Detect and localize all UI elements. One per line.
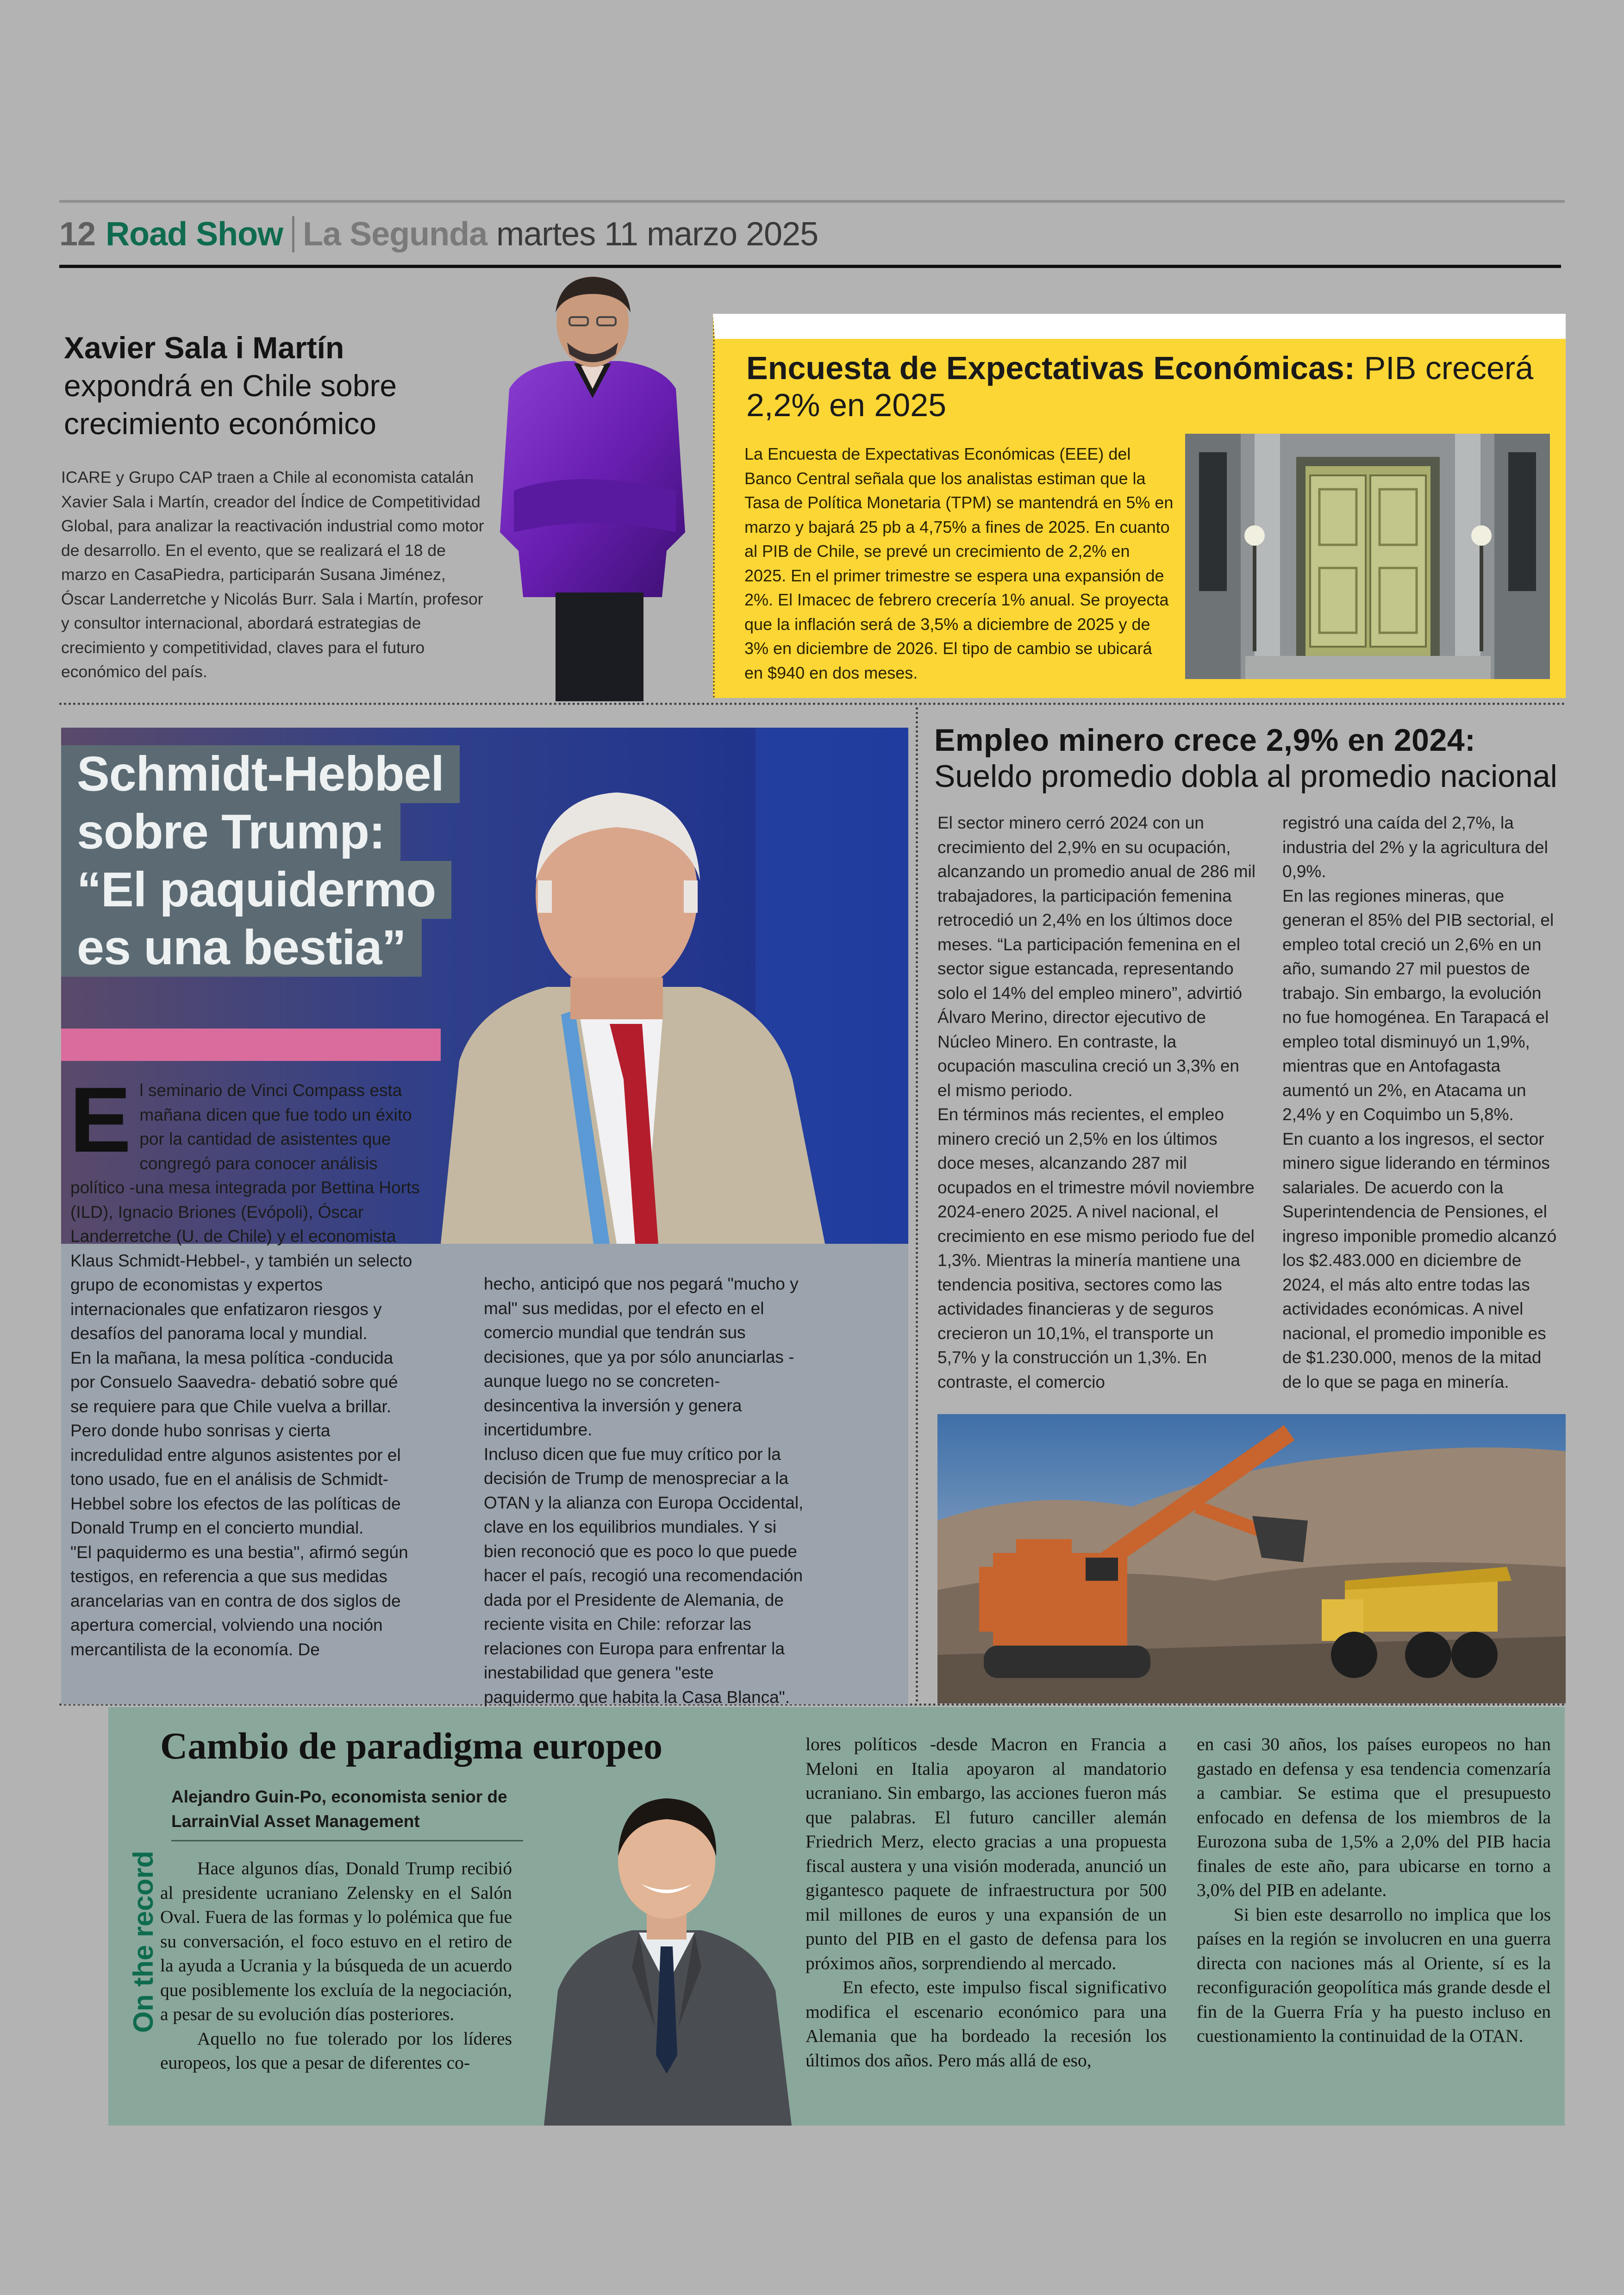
empleo-col2-p1: registró una caída del 2,7%, la industria del 2% y la agricultura del 0,9%.: [1282, 813, 1548, 881]
cambio-col2-p2: En efecto, este impulso fiscal significativo modifica el escenario económico para una Alemania que ha bordeado la recesión los últimos dos años. Pero más allá de eso,: [806, 1977, 1167, 2070]
cambio-body-column-2: [806, 1732, 1167, 2072]
xavier-headline-rest: expondrá en Chile sobre crecimiento económico: [64, 368, 397, 441]
column-divider-vertical: [916, 707, 918, 1703]
empleo-col2-p3: En cuanto a los ingresos, el sector minero sigue liderando en términos salariales. De acuerdo con la Superintendencia de Pensiones, el ingreso imponible promedio alcanzó los $2.483.000 en diciembre de 2024, el más alto entre todas las actividades económicas. A nivel nacional, el promedio imponible es de $1.230.000, menos de la mitad de lo que se paga en minería.: [1282, 1129, 1557, 1391]
cambio-col1-p2: Aquello no fue tolerado por los líderes europeos, los que a pesar de diferentes co-: [160, 2028, 512, 2073]
empleo-body-column-1: [937, 811, 1257, 1394]
schmidt-accent-bar: [61, 1029, 441, 1061]
cambio-headline: Cambio de paradigma europeo: [160, 1725, 663, 1767]
empleo-col1-p2: En términos más recientes, el empleo minero creció un 2,5% en los últimos doce meses, alcanzando 287 mil ocupados en el trimestre móvil noviembre 2024-enero 2025. A nivel nacional, el crecimiento en ese mismo periodo fue del 1,3%. Mientras la minería mantiene una tendencia positiva, sectores como las actividades financieras y de seguros crecieron un 10,1%, el transporte un 5,7% y la construcción un 1,3%. En contraste, el comercio: [937, 1105, 1255, 1391]
empleo-headline: [934, 722, 1568, 794]
header-top-rule: [59, 200, 1565, 203]
cambio-col2-p1: lores políticos -desde Macron en Francia a Meloni en Italia apoyaron al mandatorio ucraniano. Sin embargo, las acciones fueron más que palabras. El futuro canciller alemán Friedrich Merz, electo gracias a una propuesta fiscal austera y una visión moderada, anunció un gigantesco paquete de infraestructura por 500 mil millones de euros y una expansión de un punto del PIB en el gasto de defensa para los próximos años, sorprendiendo al mercado.: [806, 1734, 1167, 1973]
schmidt-headline-line-2: sobre Trump:: [61, 803, 400, 861]
banco-central-door-photo: [1185, 434, 1550, 679]
page-header: [59, 206, 1565, 262]
cambio-col3-p1: en casi 30 años, los países europeos no han gastado en defensa y esa tendencia comenzaría a cambiar. Se estima que el presupuesto enfocado en defensa de los miembros de la Eurozona suba de 1,5% a 2,0% del PIB hacia finales de este año, para ubicarse en torno a 3,0% del PIB en adelante.: [1197, 1734, 1551, 1900]
encuesta-headline-bold: Encuesta de Expectativas Económicas:: [746, 350, 1355, 386]
publication-name: La Segunda: [303, 216, 487, 253]
header-separator: [292, 216, 294, 252]
empleo-col1-p1: El sector minero cerró 2024 con un crecimiento del 2,9% en su ocupación, alcanzando un promedio anual de 286 mil trabajadores, la participación femenina retrocedió un 2,4% en los últimos doce meses. “La participación femenina en el sector sigue estancada, representando solo el 14% del empleo minero”, advirtió Álvaro Merino, director ejecutivo de Núcleo Minero. En contraste, la ocupación masculina creció un 3,3% en el mismo periodo.: [937, 813, 1256, 1100]
encuesta-article-body: La Encuesta de Expectativas Económicas (EEE) del Banco Central señala que los analistas estiman que la Tasa de Política Monetaria (TPM) se mantendrá en 5% en marzo y bajará 25 pb a 4,75% a fines de 2025. En cuanto al PIB de Chile, se prevé un crecimiento de 2,2% en 2025. En el primer trimestre se espera una expansión de 2%. El Imacec de febrero crecería 1% anual. Se proyecta que la inflación será de 3,5% a diciembre de 2025 y de 3% en diciembre de 2026. El tipo de cambio se ubicará en $940 en dos meses.: [744, 444, 1174, 682]
mining-shovel-photo: [937, 1414, 1566, 1703]
issue-date: martes 11 marzo 2025: [496, 216, 818, 253]
cambio-body-column-3: [1197, 1732, 1551, 2048]
schmidt-body-left-p2: En la mañana, la mesa política -conducida por Consuelo Saavedra- debatió sobre qué se requiere para que Chile vuelva a brillar. Pero donde hubo sonrisas y cierta incredulidad entre algunos asistentes por el tono usado, fue en el análisis de Schmidt-Hebbel sobre los efectos de las políticas de Donald Trump en el concierto mundial.: [70, 1348, 401, 1537]
guin-po-portrait-photo: [539, 1768, 794, 2126]
empleo-col2-p2: En las regiones mineras, que generan el 85% del PIB sectorial, el empleo total creció un 2,6% en un año, sumando 27 mil puestos de trabajo. Sin embargo, la evolución no fue homogénea. En Tarapacá el empleo total disminuyó un 1,9%, mientras que en Antofagasta aumentó un 2%, en Atacama un 2,4% y en Coquimbo un 5,8%.: [1282, 886, 1554, 1124]
empleo-body-column-2: [1282, 811, 1560, 1394]
empleo-headline-bold: Empleo minero crece 2,9% en 2024:: [934, 723, 1476, 758]
schmidt-body-left-p3: "El paquidermo es una bestia", afirmó según testigos, en referencia a que sus medidas arancelarias van en contra de dos siglos de apertura comercial, volviendo una noción mercantilista de la economía. De: [70, 1542, 408, 1659]
schmidt-body-left-p1: l seminario de Vinci Compass esta mañana dicen que fue todo un éxito por la cantidad de asistentes que congregó para conocer análisis político -una mesa integrada por Bettina Horts (ILD), Ignacio Briones (Evópoli), Óscar Landerretche (U. de Chile) y el economista Klaus Schmidt-Hebbel-, y también un selecto grupo de economistas y expertos internacionales que enfatizaron riesgos y desafíos del panorama local y mundial.: [70, 1081, 420, 1343]
schmidt-body-right-p1: hecho, anticipó que nos pegará "mucho y mal" sus medidas, por el efecto en el comercio mundial que tendrán sus decisiones, que ya por sólo anunciarlas -aunque luego no se concreten- desincentiva la inversión y genera incertidumbre.: [484, 1274, 799, 1439]
schmidt-headline-line-1: Schmidt-Hebbel: [61, 745, 460, 803]
encuesta-headline: [746, 349, 1552, 424]
xavier-headline: [64, 329, 490, 443]
schmidt-body-left-column: [69, 1068, 420, 1662]
xavier-portrait-photo: [481, 273, 704, 701]
encuesta-headline-rest: PIB crecerá 2,2% en 2025: [746, 350, 1534, 423]
cambio-author-byline: Alejandro Guin-Po, economista senior de LarrainVial Asset Management: [171, 1784, 523, 1841]
schmidt-headline-line-3: “El paquidermo: [61, 861, 451, 919]
xavier-article-body: ICARE y Grupo CAP traen a Chile al economista catalán Xavier Sala i Martín, creador del Índice de Competitividad Global, para analizar la reactivación industrial como motor de desarrollo. En el evento, que se realizará el 18 de marzo en CasaPiedra, participarán Susana Jiménez, Óscar Landerretche y Nicolás Burr. Sala i Martín, profesor y consultor internacional, abordará estrategias de crecimiento y competitividad, claves para el futuro económico del país.: [61, 468, 484, 681]
cambio-col1-p1: Hace algunos días, Donald Trump recibió al presidente ucraniano Zelensky en el Salón Oval. Fuera de las formas y lo polémica que fue su conversación, el foco estuvo en el retiro de la ayuda a Ucrania y la búsqueda de un acuerdo que posiblemente los excluía de la negociación, a pesar de su evolución días posteriores.: [160, 1858, 512, 2024]
header-bottom-rule: [59, 265, 1561, 268]
schmidt-headline-line-4: es una bestia”: [61, 919, 422, 977]
on-the-record-label: On the record: [128, 1851, 159, 2033]
schmidt-headline: [61, 745, 492, 977]
empleo-headline-rest: Sueldo promedio dobla al promedio nacional: [934, 759, 1557, 794]
page-number: 12: [59, 216, 96, 253]
xavier-headline-name: Xavier Sala i Martín: [64, 331, 344, 365]
cambio-body-column-1: [160, 1856, 512, 2075]
section-name: Road Show: [106, 216, 283, 253]
schmidt-body-right-column: [484, 1272, 806, 1709]
schmidt-dropcap: E: [69, 1068, 131, 1172]
schmidt-body-right-p2: Incluso dicen que fue muy crítico por la decisión de Trump de menospreciar a la OTAN y la alianza con Europa Occidental, clave en los equilibrios mundiales. Y si bien reconoció que es poco lo que puede hacer el país, recogió una recomendación dada por el Presidente de Alemania, de reciente visita en Chile: reforzar las relaciones con Europa para enfrentar la inestabilidad que genera "este paquidermo que habita la Casa Blanca".: [484, 1444, 804, 1707]
row-divider-top: [59, 703, 1566, 705]
cambio-col3-p2: Si bien este desarrollo no implica que los países en la región se involucren en una guerra directa con naciones más al Oriente, sí es la reconfiguración geopolítica más grande desde el fin de la Guerra Fría y ha puesto incluso en cuestionamiento la continuidad de la OTAN.: [1197, 1904, 1551, 2046]
